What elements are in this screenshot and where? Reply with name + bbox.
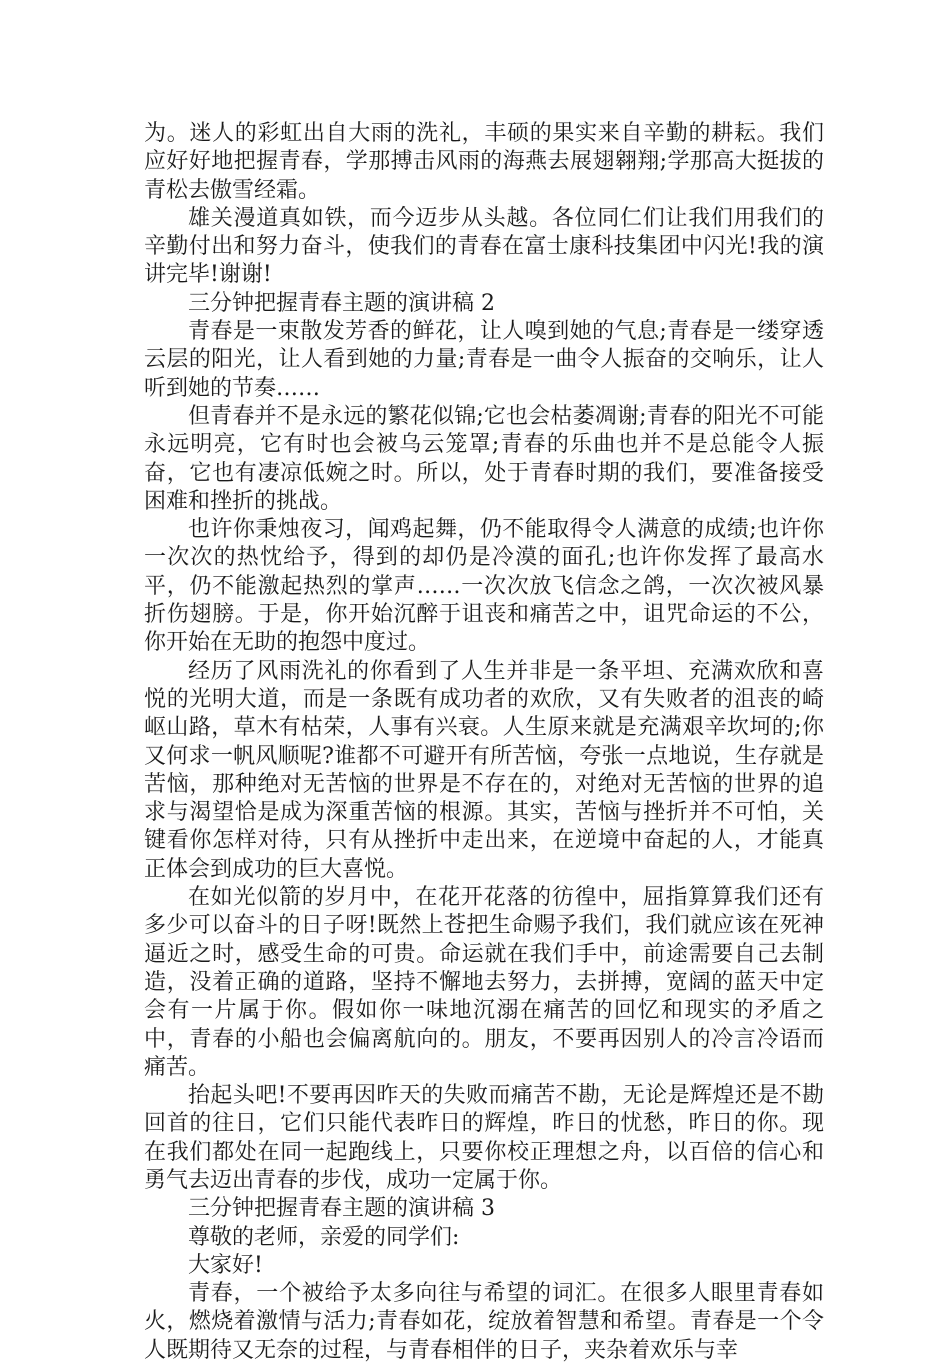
paragraph-2: 雄关漫道真如铁，而今迈步从头越。各位同仁们让我们用我们的辛勤付出和努力奋斗，使我们的青春在富士康科技集团中闪光!我的演讲完毕!谢谢!: [144, 205, 824, 288]
document-page: [144, 120, 824, 1365]
paragraph-3: 青春是一束散发芳香的鲜花，让人嗅到她的气息;青春是一缕穿透云层的阳光，让人看到她的力量;青春是一曲令人振奋的交响乐，让人听到她的节奏……: [144, 319, 824, 401]
salutation: 尊敬的老师，亲爱的同学们:: [188, 1224, 460, 1250]
paragraph-7: 在如光似箭的岁月中，在花开花落的彷徨中，屈指算算我们还有多少可以奋斗的日子呀!既然上苍把生命赐予我们，我们就应该在死神逼近之时，感受生命的可贵。命运就在我们手中，前途需要自己去制造，没着正确的道路，坚持不懈地去努力，去拼搏，宽阔的蓝天中定会有一片属于你。假如你一味地沉溺在痛苦的回忆和现实的矛盾之中，青春的小船也会偏离航向的。朋友，不要再因别人的冷言冷语而痛苦。: [144, 885, 824, 1080]
section-heading-3: 三分钟把握青春主题的演讲稿 3: [188, 1196, 495, 1222]
greeting: 大家好!: [188, 1252, 263, 1278]
paragraph-5: 也许你秉烛夜习，闻鸡起舞，仍不能取得令人满意的成绩;也许你一次次的热忱给予，得到的却仍是冷漠的面孔;也许你发挥了最高水平，仍不能激起热烈的掌声……一次次放飞信念之鸽，一次次被风暴折伤翅膀。于是，你开始沉醉于诅丧和痛苦之中，诅咒命运的不公，你开始在无助的抱怨中度过。: [144, 517, 824, 656]
paragraph-1: 为。迷人的彩虹出自大雨的洗礼，丰硕的果实来自辛勤的耕耘。我们应好好地把握青春，学那搏击风雨的海燕去展翅翱翔;学那高大挺拔的 青松去傲雪经霜。: [144, 121, 824, 203]
paragraph-9: 青春，一个被给予太多向往与希望的词汇。在很多人眼里青春如火，燃烧着激情与活力;青春如花，绽放着智慧和希望。青春是一个令人既期待又无奈的过程，与青春相伴的日子，夹杂着欢乐与幸: [144, 1281, 824, 1363]
paragraph-4: 但青春并不是永远的繁花似锦;它也会枯萎凋谢;青春的阳光不可能永远明亮，它有时也会被乌云笼罩;青春的乐曲也并不是总能令人振奋，它也有凄凉低婉之时。所以，处于青春时期的我们，要准备接受困难和挫折的挑战。: [144, 403, 824, 514]
paragraph-6: 经历了风雨洗礼的你看到了人生并非是一条平坦、充满欢欣和喜悦的光明大道，而是一条既有成功者的欢欣，又有失败者的沮丧的崎岖山路，草木有枯荣，人事有兴衰。人生原来就是充满艰辛坎坷的;你又何求一帆风顺呢?谁都不可避开有所苦恼，夸张一点地说，生存就是苦恼，那种绝对无苦恼的世界是不存在的，对绝对无苦恼的世界的追求与渴望恰是成为深重苦恼的根源。其实，苦恼与挫折并不可怕，关键看你怎样对待，只有从挫折中走出来，在逆境中奋起的人，才能真正体会到成功的巨大喜悦。: [144, 658, 824, 882]
section-heading-2: 三分钟把握青春主题的演讲稿 2: [188, 290, 495, 316]
paragraph-8: 抬起头吧!不要再因昨天的失败而痛苦不勘，无论是辉煌还是不勘回首的往日，它们只能代表昨日的辉煌，昨日的忧愁，昨日的你。现在我们都处在同一起跑线上，只要你校正理想之舟，以百倍的信心和勇气去迈出青春的步伐，成功一定属于你。: [144, 1083, 824, 1193]
